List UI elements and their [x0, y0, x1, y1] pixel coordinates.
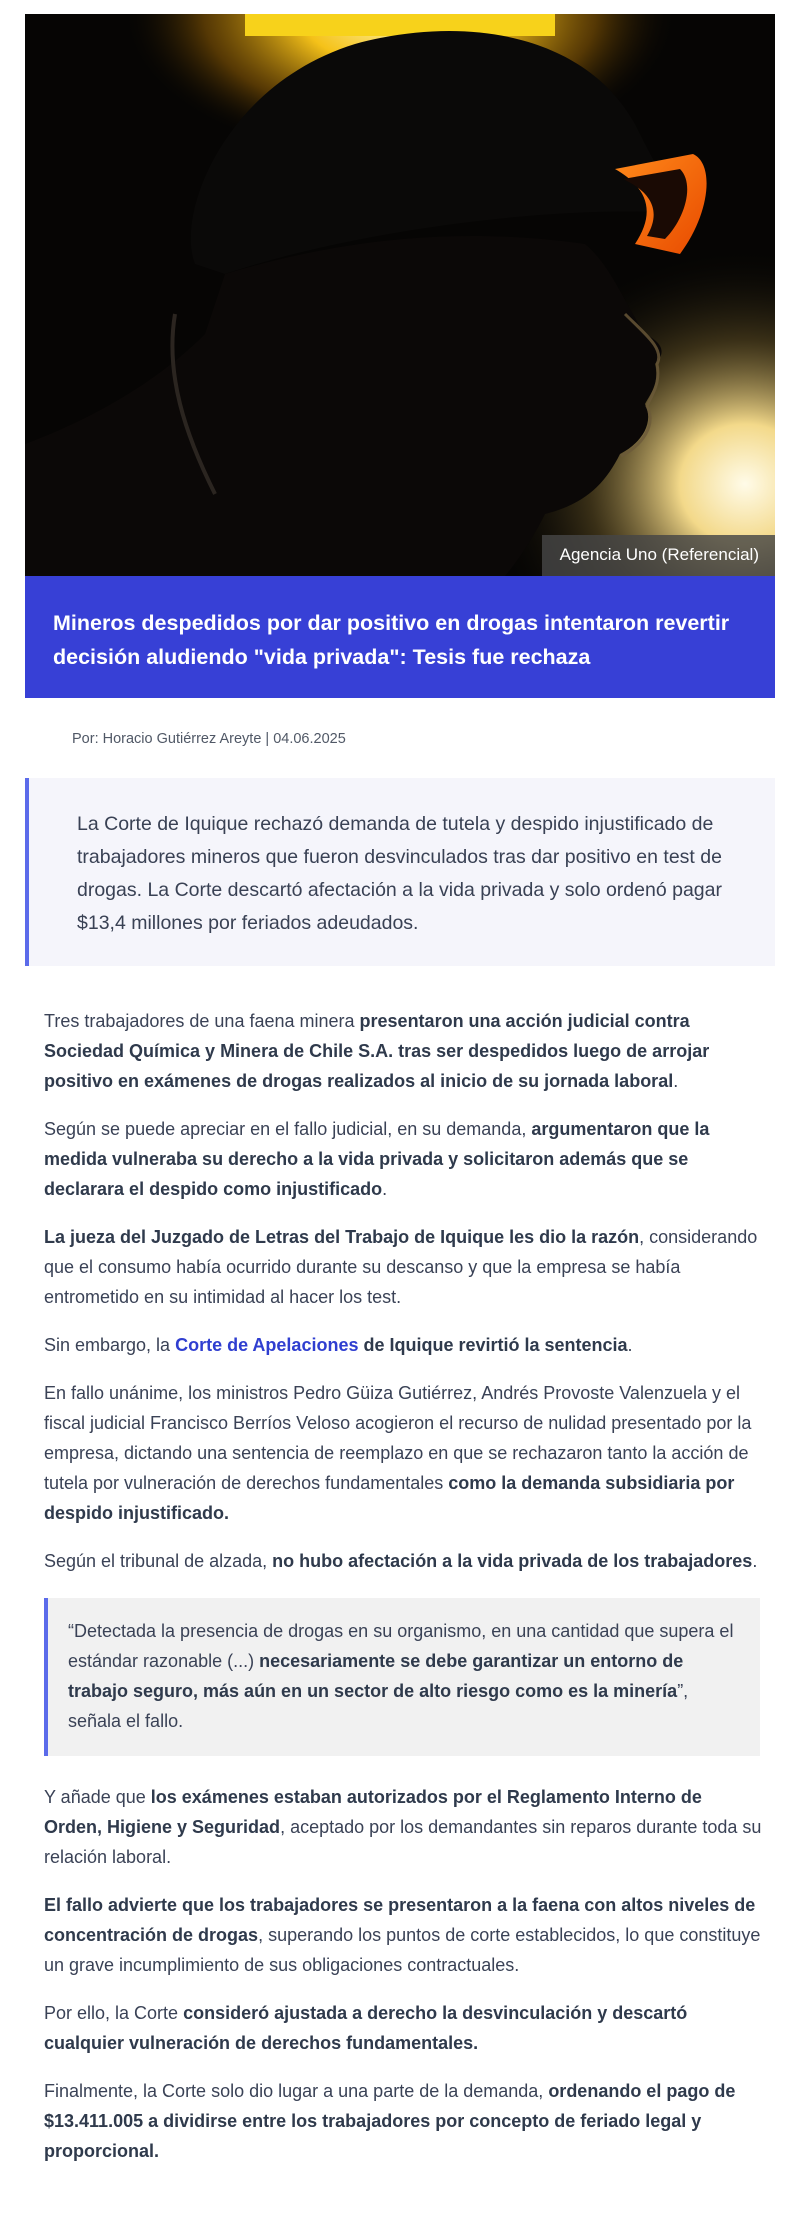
- paragraph-7: Y añade que los exámenes estaban autorizados por el Reglamento Interno de Orden, Higiene y Seguridad, aceptado por los demandantes sin reparos durante toda su relación laboral.: [44, 1787, 762, 1867]
- byline: Por: Horacio Gutiérrez Areyte | 04.06.2025: [72, 731, 346, 747]
- quote-text: “Detectada la presencia de drogas en su organismo, en una cantidad que supera el estándar razonable (...) necesariamente se debe garantizar un entorno de trabajo seguro, más aún en un sector de alto riesgo como es la minería”, señala el fallo.: [68, 1621, 734, 1731]
- paragraph-2: Según se puede apreciar en el fallo judicial, en su demanda, argumentaron que la medida vulneraba su derecho a la vida privada y solicitaron además que se declarara el despido como injustificado.: [44, 1119, 710, 1199]
- hero-image: [25, 14, 775, 576]
- article-summary: [25, 778, 775, 966]
- paragraph-3: La jueza del Juzgado de Letras del Trabajo de Iquique les dio la razón, considerando que el consumo había ocurrido durante su descanso y que la empresa se había entrometido en su intimidad al hacer los test.: [44, 1227, 758, 1307]
- summary-text: La Corte de Iquique rechazó demanda de tutela y despido injustificado de trabajadores mineros que fueron desvinculados tras dar positivo en test de drogas. La Corte descartó afectación a la vida privada y solo ordenó pagar $13,4 millones por feriados adeudados.: [77, 813, 722, 934]
- photo-caption: Agencia Uno (Referencial): [542, 535, 775, 576]
- paragraph-9: Por ello, la Corte consideró ajustada a derecho la desvinculación y descartó cualquier vulneración de derechos fundamentales.: [44, 2003, 688, 2053]
- headline-box: [25, 576, 775, 698]
- court-quote: [44, 1598, 760, 1756]
- paragraph-4: Sin embargo, la Corte de Apelaciones de Iquique revirtió la sentencia.: [44, 1335, 633, 1355]
- paragraph-5: En fallo unánime, los ministros Pedro Güiza Gutiérrez, Andrés Provoste Valenzuela y el fiscal judicial Francisco Berríos Veloso acogieron el recurso de nulidad presentado por la empresa, dictando una sentencia de reemplazo en que se rechazaron tanto la acción de tutela por vulneración de derechos fundamentales como la demanda subsidiaria por despido injustificado.: [44, 1383, 752, 1523]
- paragraph-10: Finalmente, la Corte solo dio lugar a una parte de la demanda, ordenando el pago de $13.411.005 a dividirse entre los trabajadores por concepto de feriado legal y proporcional.: [44, 2081, 736, 2161]
- article-title: Mineros despedidos por dar positivo en drogas intentaron revertir decisión aludiendo "vida privada": Tesis fue rechaza: [53, 611, 730, 669]
- paragraph-1: Tres trabajadores de una faena minera presentaron una acción judicial contra Sociedad Química y Minera de Chile S.A. tras ser despedidos luego de arrojar positivo en exámenes de drogas realizados al inicio de su jornada laboral.: [44, 1011, 710, 1091]
- corte-apelaciones-link[interactable]: Corte de Apelaciones: [175, 1335, 359, 1355]
- paragraph-8: El fallo advierte que los trabajadores se presentaron a la faena con altos niveles de concentración de drogas, superando los puntos de corte establecidos, lo que constituye un grave incumplimiento de sus obligaciones contractuales.: [44, 1895, 761, 1975]
- miner-silhouette-photo: [25, 14, 775, 576]
- paragraph-6: Según el tribunal de alzada, no hubo afectación a la vida privada de los trabajadores.: [44, 1551, 758, 1571]
- article-body: [44, 1006, 764, 2166]
